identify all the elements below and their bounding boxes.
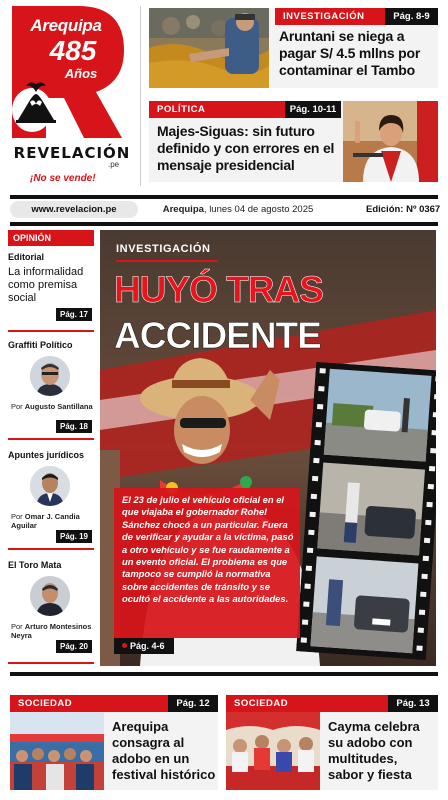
page-number <box>114 638 174 654</box>
sidebar-divider <box>8 330 94 332</box>
divider-rule <box>10 222 438 226</box>
column-title: El Toro Mata <box>8 560 62 570</box>
page-number: Pág. 12 <box>168 695 218 712</box>
author-name: Augusto Santillana <box>24 402 93 411</box>
section-tag: SOCIEDAD <box>10 695 168 712</box>
story-photo-festival <box>10 712 104 790</box>
column-author <box>11 402 93 411</box>
author-name: Omar J. Candia Aguilar <box>11 512 80 530</box>
volcano-logo-icon <box>14 80 58 126</box>
section-tag: INVESTIGACIÓN <box>275 8 385 25</box>
issue-date-text: , lunes 04 de agosto 2025 <box>203 204 314 215</box>
main-story-summary-box <box>114 488 300 638</box>
edition-number: Edición: Nº 0367 <box>366 204 441 215</box>
avatar <box>30 466 70 506</box>
logo-domain: .pe <box>108 160 120 169</box>
website-link[interactable]: www.revelacion.pe <box>10 201 138 218</box>
section-tag: POLÍTICA <box>149 101 285 118</box>
headline-line-2[interactable]: ACCIDENTE <box>114 315 321 356</box>
main-story-summary: El 23 de julio el vehículo oficial en el que viajaba el gobernador Rohel Sánchez chocó a un particular. Fuera de verificar y ayudar a la víctima, pasó a otro vehículo y se fue raudamente a un evento oficial. El problema es que tampoco se cumplió la normativa sobre accidentes de tránsito y se ocultó el accidente a las autoridades. <box>122 494 294 605</box>
sidebar-divider <box>8 662 94 664</box>
section-tag: SOCIEDAD <box>226 695 388 712</box>
logo-name: REVELACIÓN <box>13 144 131 162</box>
avatar <box>30 356 70 396</box>
headline[interactable]: Arequipa consagra al adobo en un festival histórico <box>112 719 216 782</box>
bottom-story-arequipa-adobo[interactable] <box>10 695 218 790</box>
column-headline[interactable]: La informalidad como premisa social <box>8 266 84 304</box>
avatar <box>30 576 70 616</box>
page-number: Pág. 18 <box>56 420 92 433</box>
issue-city: Arequipa <box>162 204 204 215</box>
headline[interactable]: Aruntani se niega a pagar S/ 4.5 mllns por contaminar el Tambo <box>279 28 421 78</box>
column-title: Editorial <box>8 252 45 262</box>
masthead-logo[interactable] <box>12 6 132 186</box>
column-author <box>11 622 94 640</box>
top-story-aruntani[interactable] <box>149 8 438 88</box>
author-name: Arturo Montesinos Neyra <box>11 622 92 640</box>
bottom-story-cayma-adobo[interactable] <box>226 695 438 790</box>
section-tag-underline <box>116 260 218 262</box>
page-number: Pág. 20 <box>56 640 92 653</box>
top-story-majes-siguas[interactable] <box>149 101 438 182</box>
page-number: Pág. 13 <box>388 695 438 712</box>
column-title: Graffiti Político <box>8 340 73 350</box>
sidebar-item-el-toro-mata[interactable] <box>8 560 94 664</box>
sidebar-item-editorial[interactable] <box>8 252 94 332</box>
column-title: Apuntes jurídicos <box>8 450 85 460</box>
logo-years-number: 485 <box>49 35 97 66</box>
column-author <box>11 512 94 530</box>
page-number: Pág. 17 <box>56 308 92 321</box>
headline-line-1[interactable]: HUYÓ TRAS <box>114 269 323 310</box>
opinion-section-tag: OPINIÓN <box>8 230 94 246</box>
section-tag: INVESTIGACIÓN <box>116 243 211 255</box>
headline[interactable]: Majes-Siguas: sin futuro definido y con errores en el mensaje presidencial <box>157 123 335 173</box>
divider-rule <box>10 672 438 676</box>
logo-city-text: Arequipa <box>30 16 102 35</box>
headline[interactable]: Cayma celebra su adobo con multitudes, sabor y fiesta <box>328 719 420 782</box>
page-number-text: Pág. 4-6 <box>130 641 165 651</box>
story-photo-crowd <box>226 712 320 790</box>
opinion-sidebar <box>8 230 94 666</box>
logo-years-suffix: Años <box>64 66 98 81</box>
sidebar-item-apuntes-juridicos[interactable] <box>8 450 94 550</box>
issue-date <box>158 204 318 215</box>
masthead-divider <box>140 6 141 186</box>
page-number: Pág. 19 <box>56 530 92 543</box>
tagline: ¡No se vende! <box>30 173 96 184</box>
page-number: Pág. 10-11 <box>285 101 341 118</box>
author-prefix: Por <box>11 402 23 411</box>
author-prefix: Por <box>11 512 23 521</box>
bullet-dot-icon <box>122 643 127 648</box>
page-number: Pág. 8-9 <box>385 8 438 25</box>
sidebar-item-graffiti-politico[interactable] <box>8 340 94 440</box>
main-story[interactable] <box>100 230 436 666</box>
story-photo-president <box>343 101 438 182</box>
divider-rule <box>10 195 438 199</box>
author-prefix: Por <box>11 622 23 631</box>
sidebar-divider <box>8 438 94 440</box>
story-photo-river <box>149 8 269 88</box>
sidebar-divider <box>8 548 94 550</box>
film-strip-photos <box>296 362 436 660</box>
